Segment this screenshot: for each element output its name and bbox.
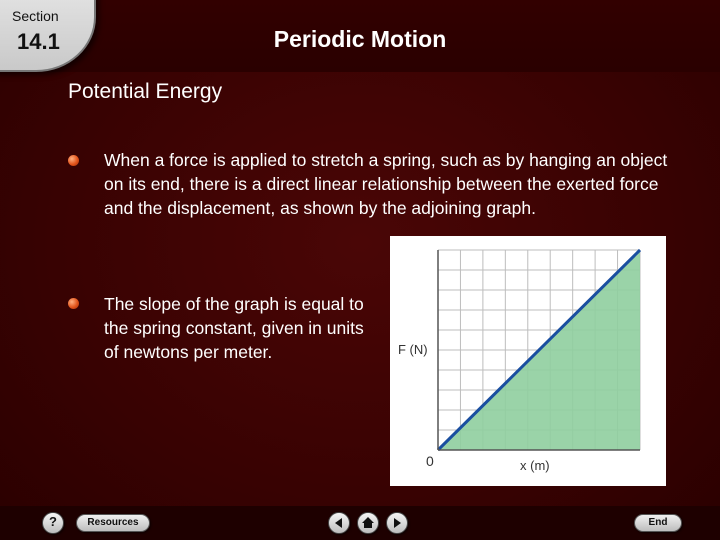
slide-title: Periodic Motion: [273, 26, 447, 52]
bullet-icon: [68, 155, 79, 166]
triangle-right-icon: [387, 513, 407, 533]
help-button[interactable]: [42, 512, 64, 534]
section-label: Section: [12, 8, 59, 24]
next-button[interactable]: [386, 512, 408, 534]
end-button[interactable]: End: [634, 514, 682, 532]
slide-heading: Potential Energy: [68, 80, 223, 103]
home-button[interactable]: [357, 512, 379, 534]
bullet-icon: [68, 298, 79, 309]
home-icon: [358, 513, 378, 533]
help-label: ?: [49, 514, 57, 529]
x-axis-label: x (m): [520, 458, 550, 473]
triangle-left-icon: [329, 513, 349, 533]
resources-button[interactable]: Resources: [76, 514, 150, 532]
origin-label: 0: [426, 453, 434, 469]
section-number: 14.1: [17, 29, 60, 54]
previous-button[interactable]: [328, 512, 350, 534]
force-displacement-graph: [390, 236, 666, 486]
bullet-text-1: When a force is applied to stretch a spring, such as by hanging an object on its end, there is a direct linear relationship between the exerted force and the displacement, as shown by the adjoining graph.: [104, 150, 668, 218]
bullet-text-2: The slope of the graph is equal to the spring constant, given in units of newtons per meter.: [104, 294, 364, 362]
graph-svg: [390, 236, 666, 486]
y-axis-label: F (N): [398, 342, 428, 357]
